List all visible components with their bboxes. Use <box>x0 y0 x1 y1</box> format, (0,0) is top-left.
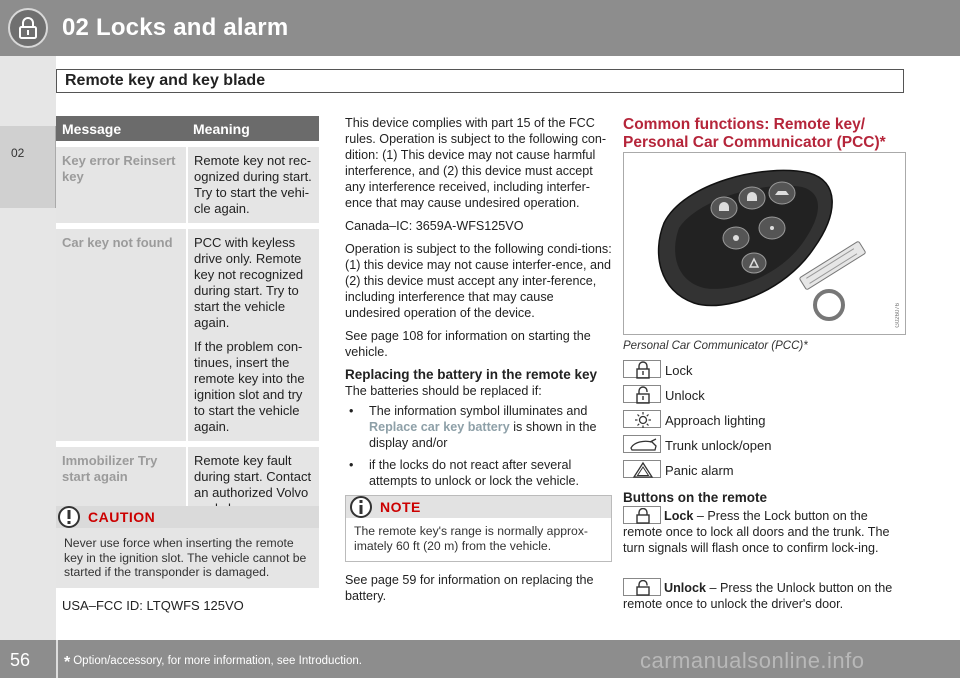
unlock-description <box>623 578 908 612</box>
table-row <box>56 147 319 223</box>
function-label: Unlock <box>665 388 705 403</box>
battery-list <box>345 403 612 489</box>
function-label: Trunk unlock/open <box>665 438 772 453</box>
battery-heading: Replacing the battery in the remote key <box>345 367 598 382</box>
chapter-tab <box>0 126 56 208</box>
meaning-text: Remote key fault during start. Contact an authorized Volvo <box>194 453 312 500</box>
meaning-text: Remote key not rec-ognized during start. Try to start the vehi-cle again. <box>194 153 312 216</box>
note-text: The remote key's range is normally approx-imately 60 ft (20 m) from the vehicle. <box>354 524 588 553</box>
meaning-cell <box>187 229 319 441</box>
compliance-column <box>345 115 612 495</box>
lock-icon <box>623 360 661 378</box>
section-title-bar <box>56 69 904 93</box>
battery-intro: The batteries should be replaced if: <box>345 384 542 398</box>
battery-reference: See page 59 for information on replacing the battery. <box>345 573 594 603</box>
unlock-icon <box>623 385 661 403</box>
trunk-icon <box>623 435 661 453</box>
canada-ic: Canada–IC: 3659A-WFS125VO <box>345 219 524 233</box>
info-icon <box>348 495 374 519</box>
list-item <box>623 410 913 435</box>
page-number: 56 <box>10 650 31 670</box>
function-label: Approach lighting <box>665 413 766 428</box>
column-header-meaning: Meaning <box>187 116 319 141</box>
common-functions-heading: Common functions: Remote key/ Personal Car Communicator (PCC)* <box>623 116 886 151</box>
note-header <box>346 496 611 518</box>
display-message: Replace car key battery <box>369 420 510 434</box>
pcc-figure <box>623 152 906 335</box>
message-cell: Immobilizer Try start again <box>56 447 187 523</box>
column-header-message: Message <box>56 116 187 141</box>
function-label: Panic alarm <box>665 463 734 478</box>
list-item <box>623 460 913 485</box>
caution-box <box>56 506 319 588</box>
panic-alarm-icon <box>623 460 661 478</box>
function-list <box>623 360 913 485</box>
message-cell: Key error Reinsert key <box>56 147 187 223</box>
note-title: NOTE <box>380 499 421 515</box>
starting-reference: See page 108 for information on starting the vehicle. <box>345 329 591 359</box>
caution-header <box>56 506 319 528</box>
operation-paragraph: Operation is subject to the following condi-tions: (1) this device may not cause interfer-ence, and (2) this device must accept any inter-ference, including interference that may cause undesired operation of the device. <box>345 242 612 320</box>
chapter-header <box>0 0 960 56</box>
unlock-icon <box>623 578 661 596</box>
lock-icon <box>623 506 661 524</box>
lock-description <box>623 506 908 556</box>
pcc-remote-illustration <box>624 153 906 335</box>
list-item: • The information symbol illuminates and Replace car key battery is shown in the display and/or <box>345 403 612 451</box>
footer-divider <box>56 640 58 678</box>
list-item: • if the locks do not react after several attempts to unlock or lock the vehicle. <box>345 457 612 489</box>
chapter-title: 02 Locks and alarm <box>62 14 289 41</box>
buttons-heading: Buttons on the remote <box>623 490 767 505</box>
message-table <box>56 116 319 523</box>
list-item <box>623 435 913 460</box>
list-item <box>623 385 913 410</box>
figure-code: G026076 <box>895 303 901 328</box>
note-box <box>345 495 612 562</box>
table-header-row <box>56 116 319 141</box>
lock-text: – Press the Lock button on the remote once to lock all doors and the trunk. The turn signals will flash once to confirm lock-ing. <box>623 509 890 555</box>
fcc-paragraph: This device complies with part 15 of the FCC rules. Operation is subject to the following con-dition: (1) This device may not cause harmful interference, and (2) this device must accept any interference received, including interfer-ence that may cause undesired operation. <box>345 116 607 210</box>
caution-title: CAUTION <box>88 509 156 525</box>
unlock-text: – Press the Unlock button on the remote once to unlock the driver's door. <box>623 581 893 611</box>
chapter-tab-label: 02 <box>11 146 25 160</box>
meaning-cell <box>187 147 319 223</box>
meaning-text: If the problem con-tinues, insert the remote key into the ignition slot and try to start the vehicle again. <box>194 339 305 434</box>
figure-caption: Personal Car Communicator (PCC)* <box>623 340 808 352</box>
approach-light-icon <box>623 410 661 428</box>
unlock-label: Unlock <box>664 581 706 595</box>
watermark: carmanualsonline.info <box>640 648 865 673</box>
warning-icon <box>56 505 82 529</box>
function-label: Lock <box>665 363 693 378</box>
lock-label: Lock <box>664 509 694 523</box>
section-title: Remote key and key blade <box>65 72 266 89</box>
fcc-id-usa: USA–FCC ID: LTQWFS 125VO <box>62 598 244 613</box>
meaning-text: PCC with keyless drive only. Remote key not recognized during start. Try to start the vehicle again. <box>194 235 304 330</box>
lock-chapter-icon <box>8 8 48 48</box>
list-item <box>623 360 913 385</box>
table-row <box>56 229 319 441</box>
footer-note: * Option/accessory, for more information, see Introduction. <box>64 654 362 671</box>
message-cell: Car key not found <box>56 229 187 441</box>
caution-text: Never use force when inserting the remote key in the ignition slot. The vehicle cannot be started if the transponder is damaged. <box>64 536 307 579</box>
